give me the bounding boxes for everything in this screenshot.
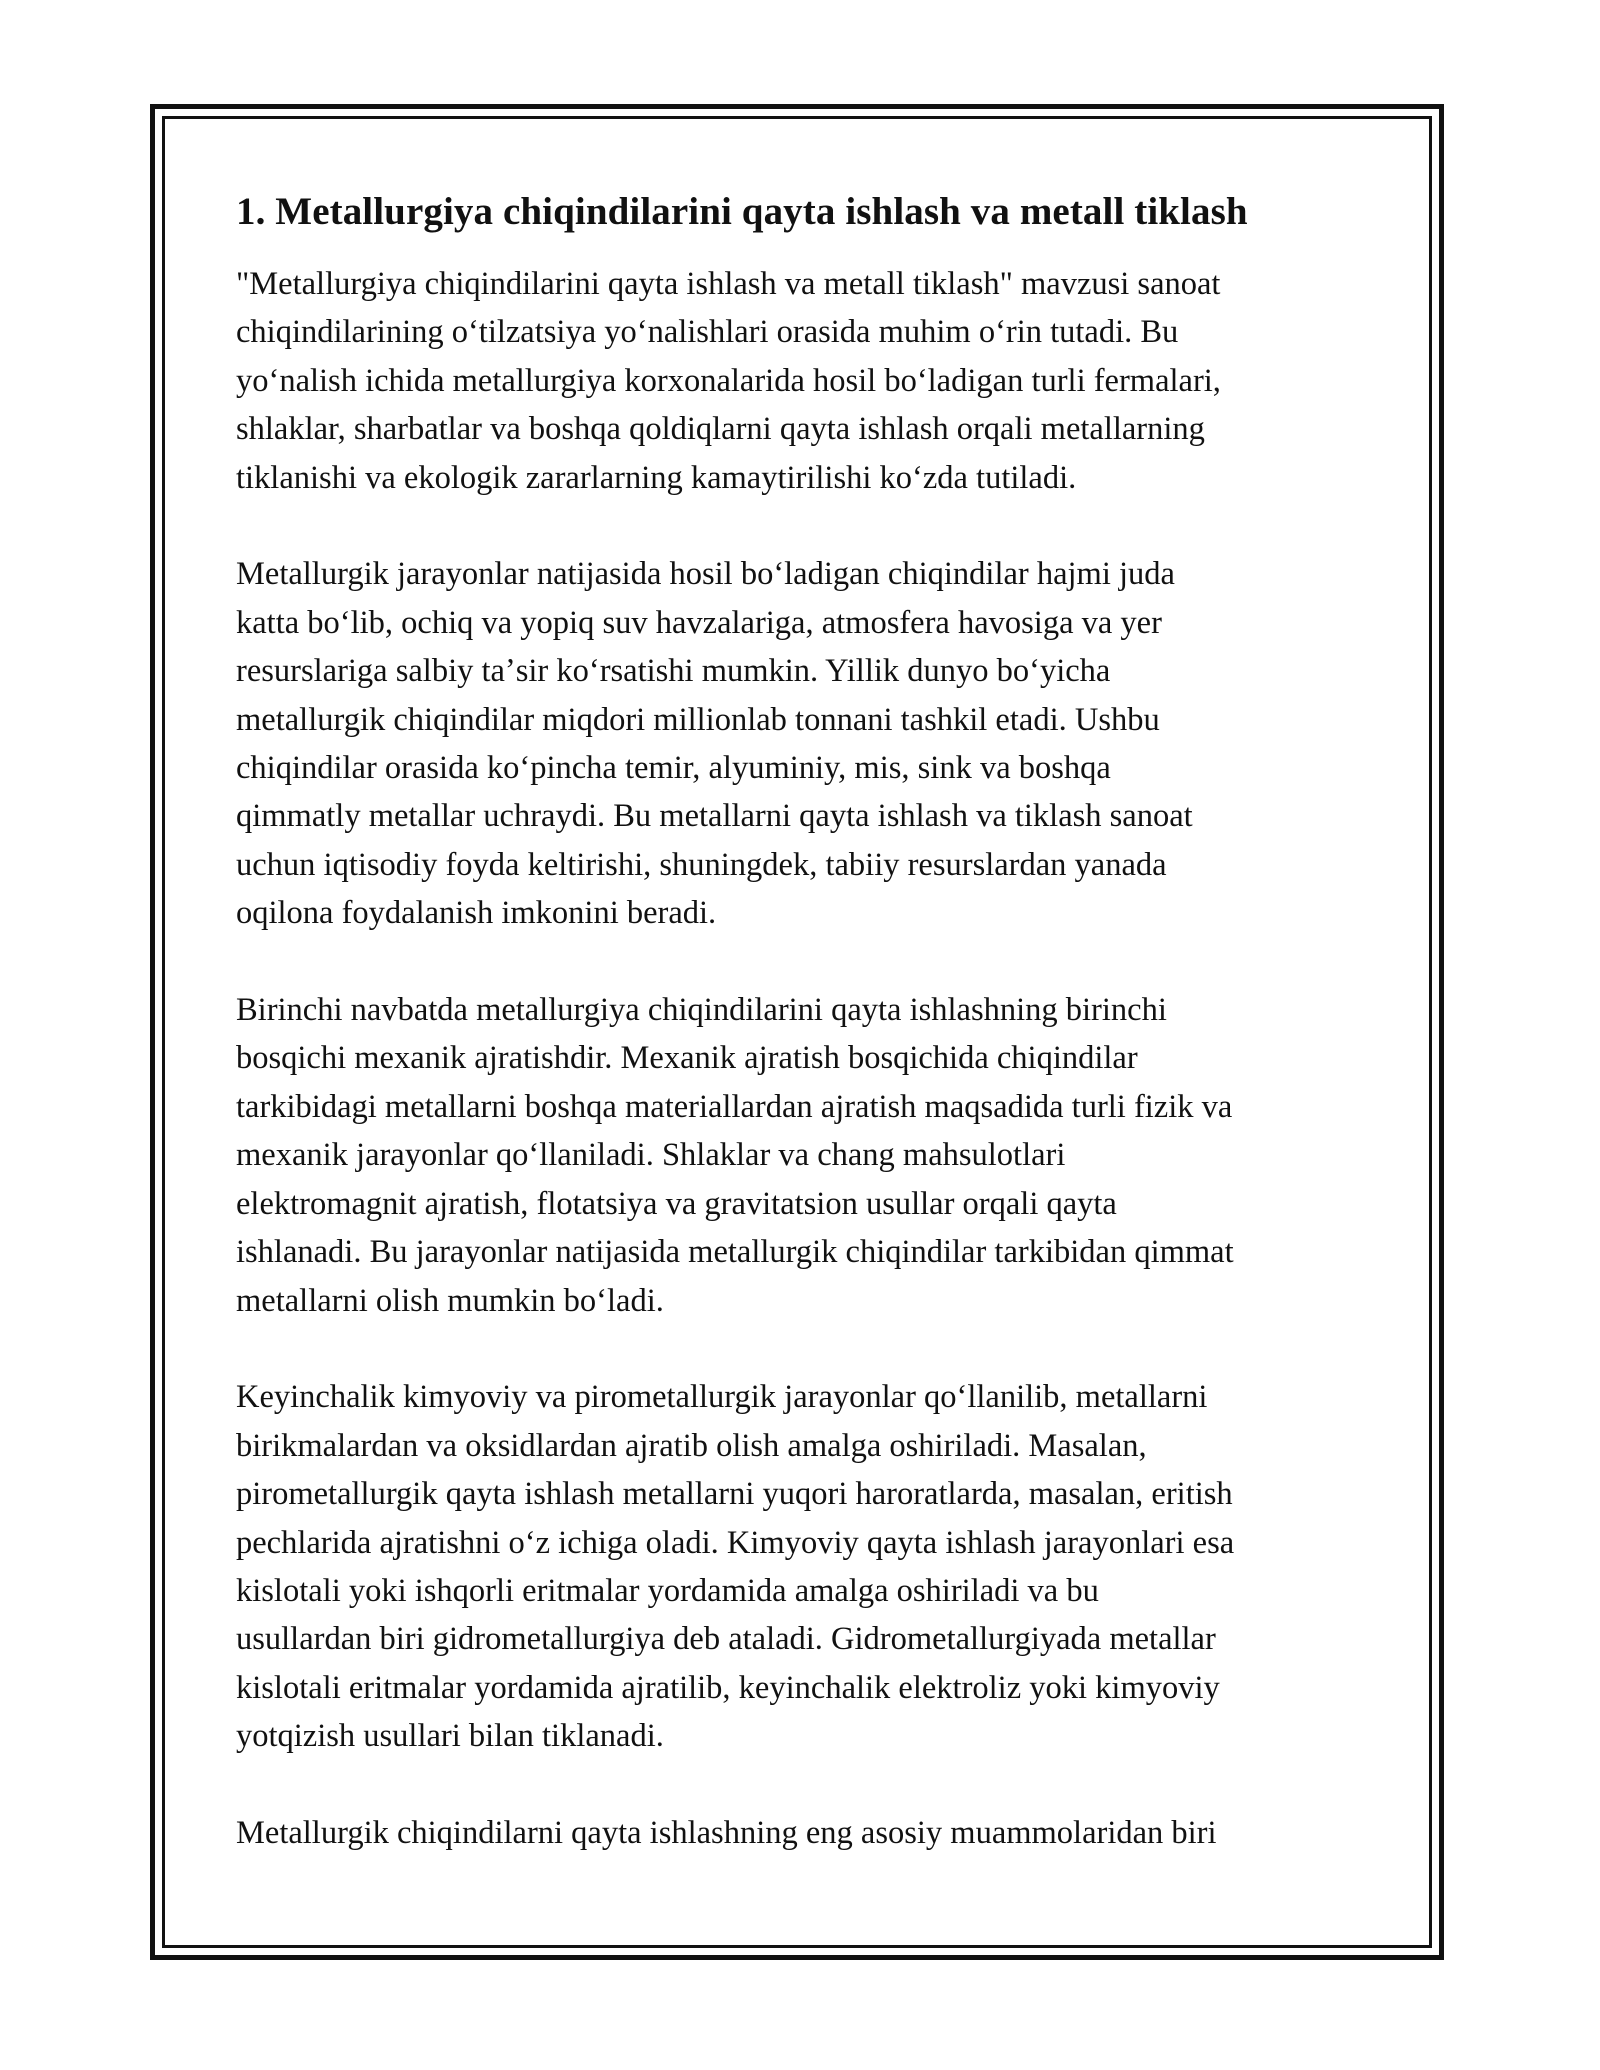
text-line: tiklanishi va ekologik zararlarning kamaytirilishi koʻzda tutiladi. xyxy=(236,459,1077,496)
document-body xyxy=(236,182,1376,1906)
text-line: yotqizish usullari bilan tiklanadi. xyxy=(236,1718,664,1755)
text-line: tarkibidagi metallarni boshqa materiallardan ajratish maqsadida turli fizik va xyxy=(236,1088,1233,1125)
text-line: yoʻnalish ichida metallurgiya korxonalarida hosil boʻladigan turli fermalari, xyxy=(236,362,1221,399)
text-line: Birinchi navbatda metallurgiya chiqindilarini qayta ishlashning birinchi xyxy=(236,992,1167,1029)
text-line: chiqindilar orasida koʻpincha temir, alyuminiy, mis, sink va boshqa xyxy=(236,750,1111,787)
text-line: katta boʻlib, ochiq va yopiq suv havzalariga, atmosfera havosiga va yer xyxy=(236,604,1162,641)
paragraph-3 xyxy=(236,986,1376,1325)
text-line: chiqindilarining oʻtilzatsiya yoʻnalishlari orasida muhim oʻrin tutadi. Bu xyxy=(236,314,1179,351)
paragraph-2 xyxy=(236,550,1376,937)
text-line: Metallurgik chiqindilarni qayta ishlashning eng asosiy muammolaridan biri xyxy=(236,1814,1217,1851)
text-line: shlaklar, sharbatlar va boshqa qoldiqlarni qayta ishlash orqali metallarning xyxy=(236,411,1205,448)
paragraph-5 xyxy=(236,1809,1376,1857)
text-line: ishlanadi. Bu jarayonlar natijasida metallurgik chiqindilar tarkibidan qimmat xyxy=(236,1234,1234,1271)
text-line: "Metallurgiya chiqindilarini qayta ishlash va metall tiklash" mavzusi sanoat xyxy=(236,266,1221,302)
text-line: oqilona foydalanish imkonini beradi. xyxy=(236,895,717,932)
text-line: qimmatly metallar uchraydi. Bu metallarni qayta ishlash va tiklash sanoat xyxy=(236,798,1193,835)
text-line: mexanik jarayonlar qoʻllaniladi. Shlaklar va chang mahsulotlari xyxy=(236,1137,1066,1174)
text-line: metallurgik chiqindilar miqdori millionlab tonnani tashkil etadi. Ushbu xyxy=(236,701,1160,738)
text-line: birikmalardan va oksidlardan ajratib olish amalga oshiriladi. Masalan, xyxy=(236,1427,1147,1464)
text-line: uchun iqtisodiy foyda keltirishi, shuningdek, tabiiy resurslardan yanada xyxy=(236,846,1167,883)
text-line: Metallurgik jarayonlar natijasida hosil boʻladigan chiqindilar hajmi juda xyxy=(236,556,1175,593)
text-line: metallarni olish mumkin boʻladi. xyxy=(236,1282,664,1319)
text-line: elektromagnit ajratish, flotatsiya va gravitatsion usullar orqali qayta xyxy=(236,1185,1117,1222)
paragraph-4 xyxy=(236,1373,1376,1760)
text-line: kislotali yoki ishqorli eritmalar yordamida amalga oshiriladi va bu xyxy=(236,1572,1099,1609)
text-line: bosqichi mexanik ajratishdir. Mexanik ajratish bosqichida chiqindilar xyxy=(236,1040,1138,1077)
text-line: pechlarida ajratishni oʻz ichiga oladi. Kimyoviy qayta ishlash jarayonlari esa xyxy=(236,1524,1235,1561)
text-line: resurslariga salbiy taʼsir koʻrsatishi mumkin. Yillik dunyo boʻyicha xyxy=(236,653,1111,690)
text-line: usullardan biri gidrometallurgiya deb ataladi. Gidrometallurgiyada metallar xyxy=(236,1621,1216,1658)
section-heading: 1. Metallurgiya chiqindilarini qayta ishlash va metall tiklash xyxy=(236,190,1248,233)
paragraph-1 xyxy=(236,260,1376,502)
text-line: Keyinchalik kimyoviy va pirometallurgik jarayonlar qoʻllanilib, metallarni xyxy=(236,1379,1208,1416)
text-line: pirometallurgik qayta ishlash metallarni yuqori haroratlarda, masalan, eritish xyxy=(236,1476,1233,1513)
text-line: kislotali eritmalar yordamida ajratilib, keyinchalik elektroliz yoki kimyoviy xyxy=(236,1669,1220,1706)
